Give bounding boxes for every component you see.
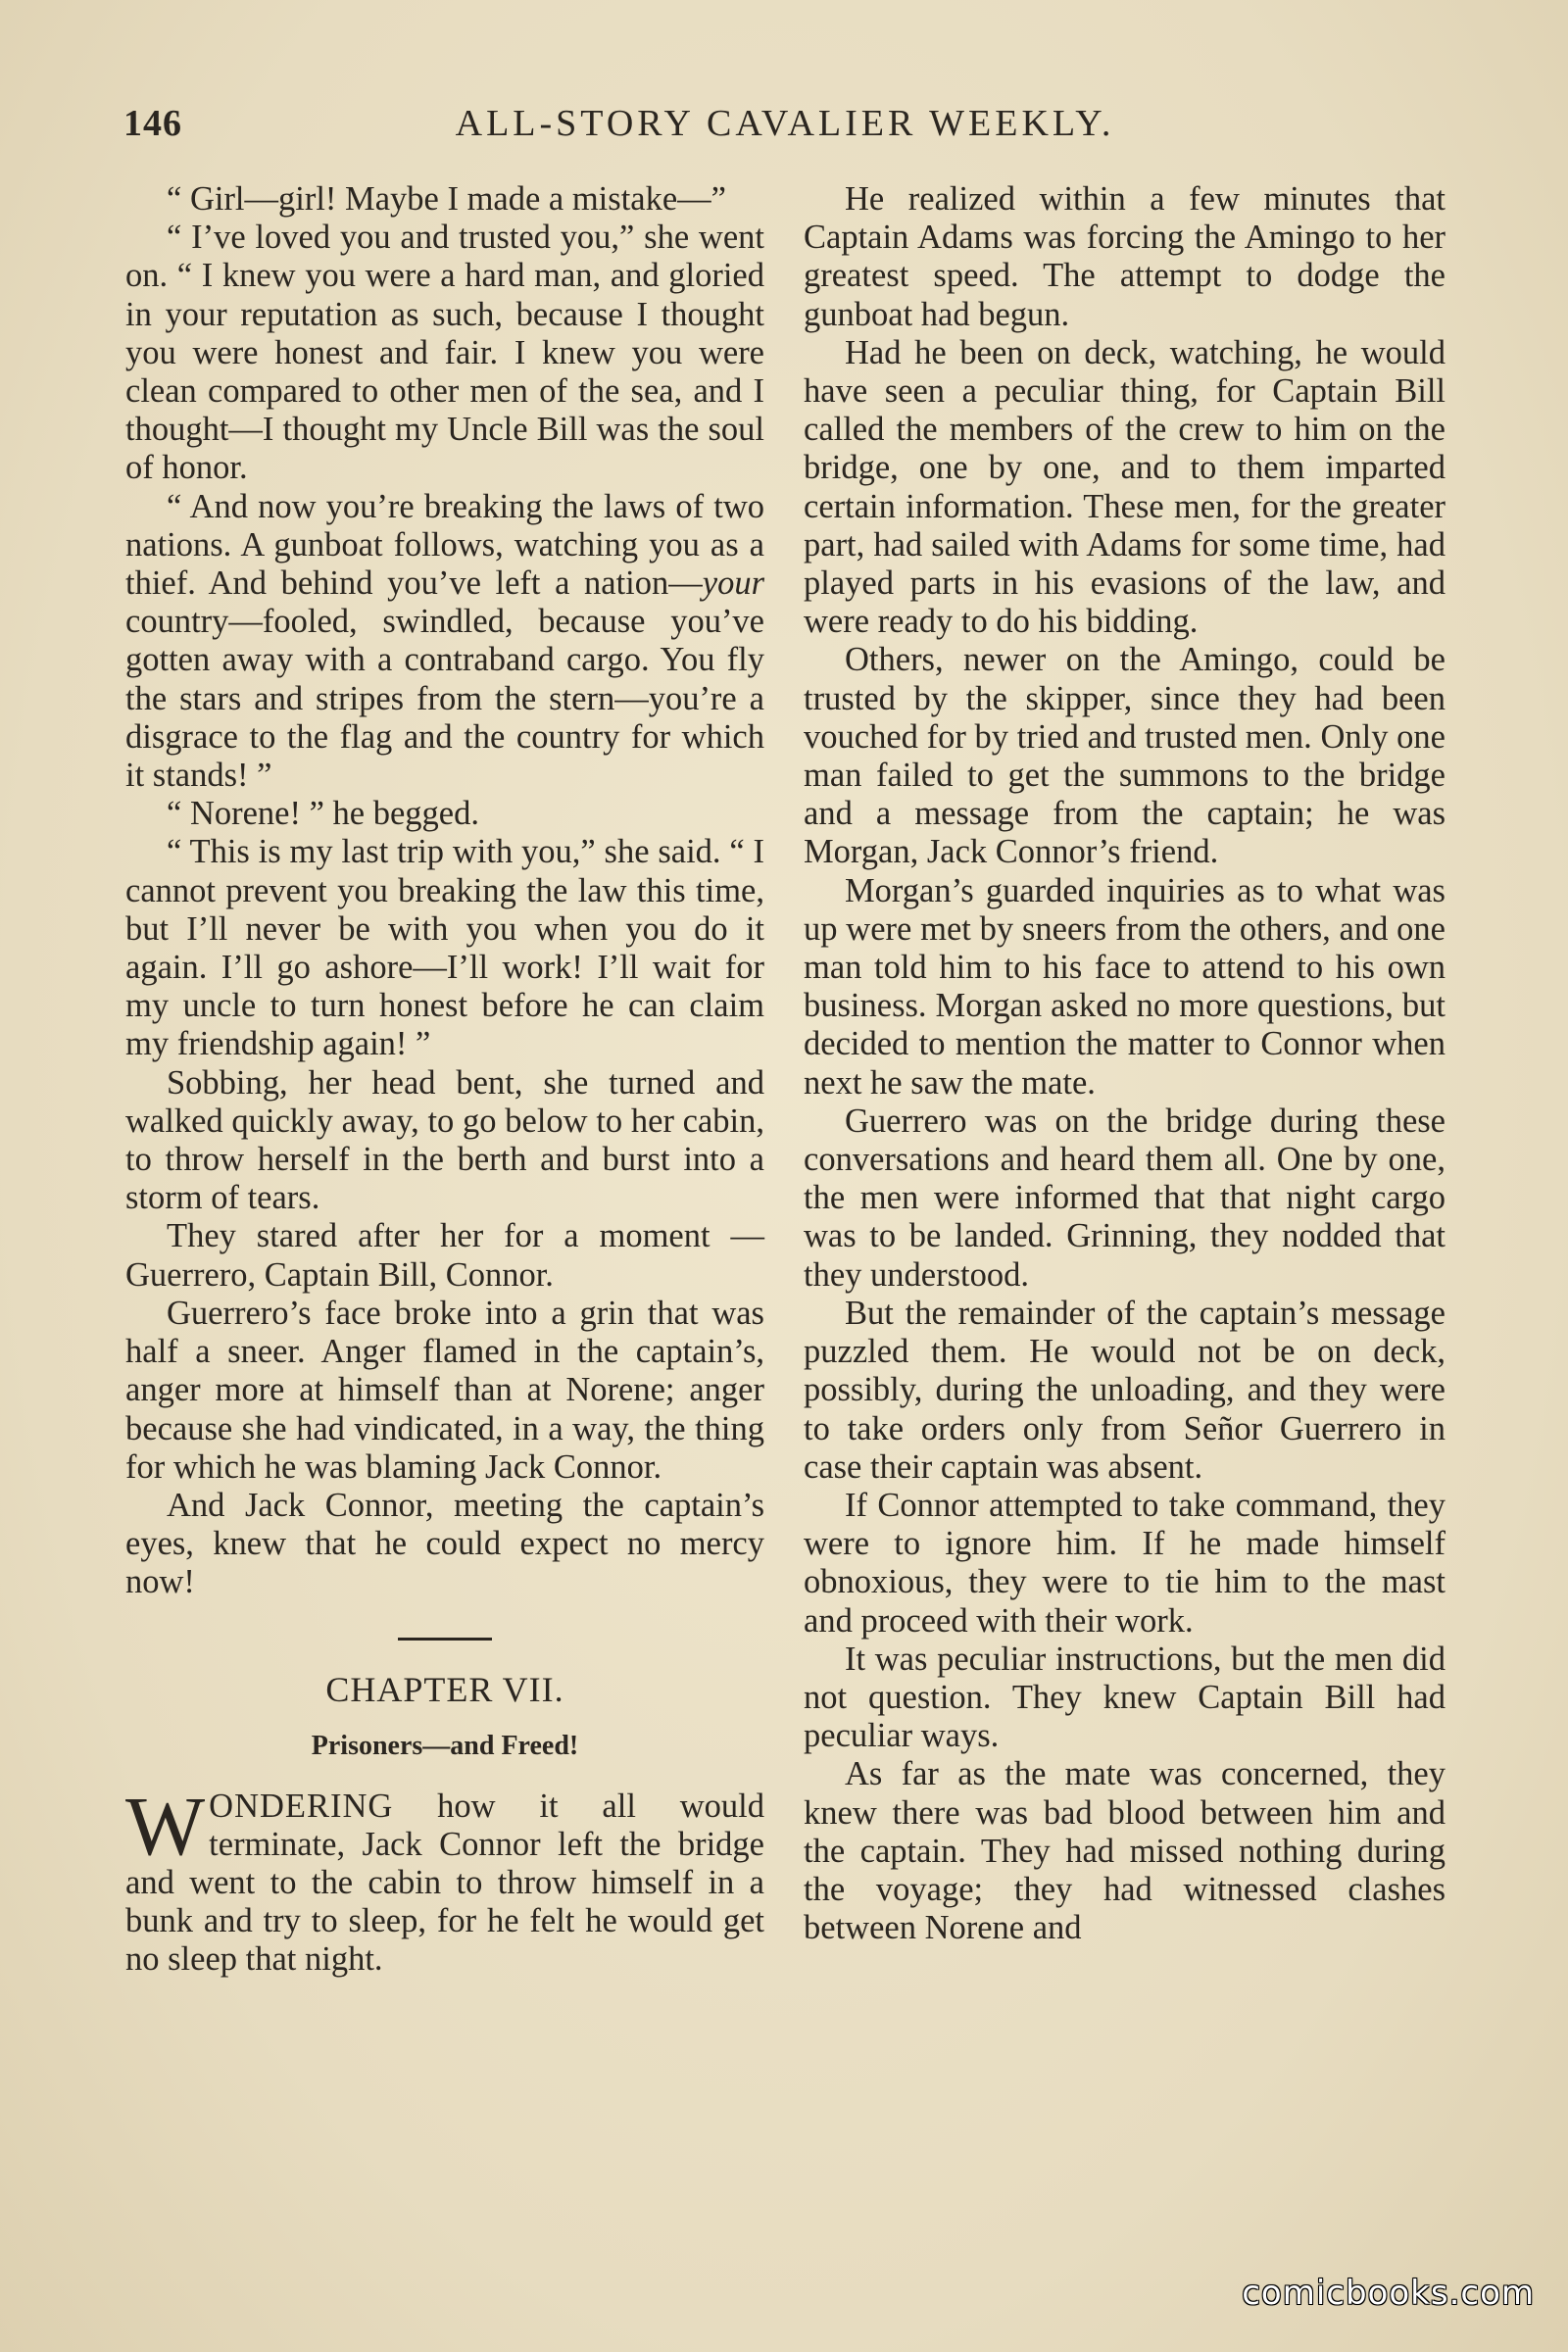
paragraph-text: how it all would terminate, Jack Connor left the bridge and went to the cabin to throw himself in a bunk and try to sleep, for he felt he would get no sleep that night. (125, 1787, 764, 1979)
paragraph: “ Girl—girl! Maybe I made a mistake—” (167, 180, 726, 218)
chapter-opening-paragraph (125, 1778, 764, 1980)
paragraph: “ Norene! ” he begged. (167, 795, 479, 833)
paragraph-text: country—fooled, swindled, because you’ve gotten away with a contraband cargo. You fly the stars and stripes from the stern—you’re a disgrace to the flag and the country for which it stands! ” (125, 603, 764, 795)
paragraph: Guerrero was on the bridge during these conversations and heard them all. One by one, the men were informed that that night cargo was to be landed. Grinning, they nodded that they understood. (804, 1102, 1446, 1294)
running-title: ALL-STORY CAVALIER WEEKLY. (455, 103, 1115, 144)
site-watermark: comicbooks.com (1242, 2274, 1535, 2313)
paragraph: He realized within a few minutes that Captain Adams was forcing the Amingo to her greatest speed. The attempt to dodge the gunboat had begun. (804, 180, 1446, 333)
right-column (804, 180, 1446, 1947)
paragraph: They stared after her for a moment —Guerrero, Captain Bill, Connor. (125, 1217, 764, 1294)
paragraph: As far as the mate was concerned, they knew there was bad blood between him and the captain. They had missed nothing during the voyage; they had witnessed clashes between Norene and (804, 1755, 1446, 1947)
page-number: 146 (123, 103, 182, 144)
chapter-title: CHAPTER VII. (325, 1669, 564, 1709)
paragraph: Morgan’s guarded inquiries as to what was up were met by sneers from the others, and one man told him to his face to attend to his own business. Morgan asked no more questions, but decided to mention the matter to Connor when next he saw the mate. (804, 871, 1446, 1102)
paragraph (125, 488, 764, 796)
emphasis-text: your (702, 564, 764, 603)
paragraph-text: “ And now you’re breaking the laws of two nations. A gunboat follows, watching you as a thief. And behind you’ve left a nation— (125, 487, 764, 603)
paragraph: Sobbing, her head bent, she turned and walked quickly away, to go below to her cabin, to throw herself in the berth and burst into a storm of tears. (125, 1063, 764, 1217)
page-header (123, 98, 1446, 157)
paragraph: “ I’ve loved you and trusted you,” she went on. “ I knew you were a hard man, and gloried in your reputation as such, because I thought you were honest and fair. I knew you were clean compared to other men of the sea, and I thought—I thought my Uncle Bill was the soul of honor. (125, 219, 764, 487)
section-divider (398, 1638, 492, 1641)
left-column (125, 180, 764, 1980)
paragraph: But the remainder of the captain’s message puzzled them. He would not be on deck, possibly, during the unloading, and they were to take orders only from Señor Guerrero in case their captain was absent. (804, 1294, 1446, 1486)
drop-cap: W (125, 1778, 206, 1873)
paragraph: “ This is my last trip with you,” she said. “ I cannot prevent you breaking the law this time, but I’ll never be with you when you do it again. I’ll go ashore—I’ll work! I’ll wait for my uncle to turn honest before he can claim my friendship again! ” (125, 833, 764, 1063)
paragraph: Others, newer on the Amingo, could be trusted by the skipper, since they had been vouched for by tried and trusted men. Only one man failed to get the summons to the bridge and a message from the captain; he was Morgan, Jack Connor’s friend. (804, 641, 1446, 871)
chapter-subtitle: Prisoners—and Freed! (311, 1730, 579, 1761)
paragraph: If Connor attempted to take command, they were to ignore him. If he made himself obnoxious, they were to tie him to the mast and proceed with their work. (804, 1486, 1446, 1640)
paragraph: And Jack Connor, meeting the captain’s eyes, knew that he could expect no mercy now! (125, 1486, 764, 1601)
opening-caps: ONDERING (209, 1787, 394, 1825)
paragraph: Had he been on deck, watching, he would have seen a peculiar thing, for Captain Bill called the members of the crew to him on the bridge, one by one, and to them imparted certain information. These men, for the greater part, had sailed with Adams for some time, had played parts in his evasions of the law, and were ready to do his bidding. (804, 333, 1446, 641)
paragraph: Guerrero’s face broke into a grin that was half a sneer. Anger flamed in the captain’s, anger more at himself than at Norene; anger because she had vindicated, in a way, the thing for which he was blaming Jack Connor. (125, 1294, 764, 1486)
paragraph: It was peculiar instructions, but the men did not question. They knew Captain Bill had peculiar ways. (804, 1640, 1446, 1755)
